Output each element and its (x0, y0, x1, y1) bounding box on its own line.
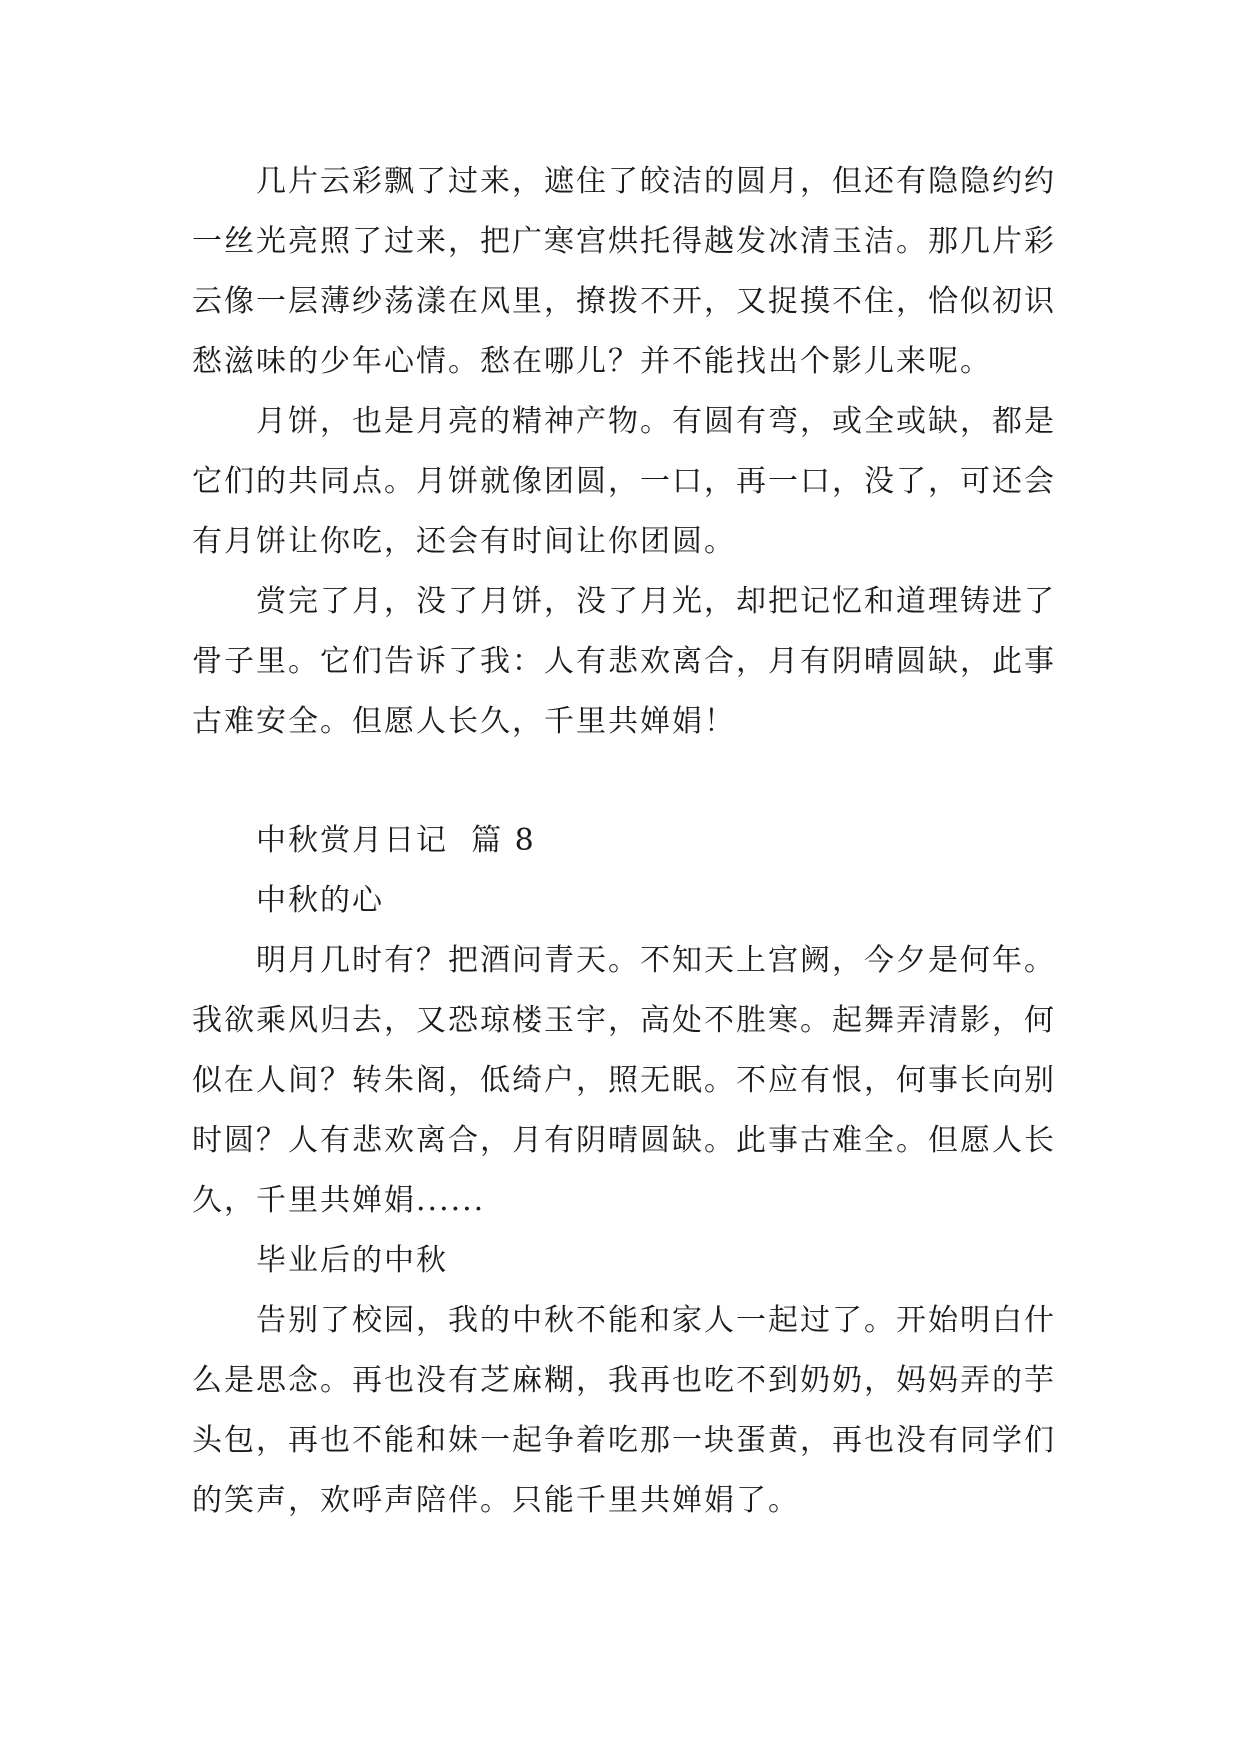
section-heading-graduation: 毕业后的中秋 (256, 1243, 448, 1278)
document-body (192, 152, 1056, 1531)
paragraph-clouds: 几片云彩飘了过来，遮住了皎洁的圆月，但还有隐隐约约一丝光亮照了过来，把广寒宫烘托得越发冰清玉洁。那几片彩云像一层薄纱荡漾在风里，撩拨不开，又捉摸不住，恰似初识愁滋味的少年心情。愁在哪儿？并不能找出个影儿来呢。 (192, 164, 1056, 379)
paragraph-mooncake: 月饼，也是月亮的精神产物。有圆有弯，或全或缺，都是它们的共同点。月饼就像团圆，一口，再一口，没了，可还会有月饼让你吃，还会有时间让你团圆。 (192, 404, 1056, 559)
paragraph-graduation: 告别了校园，我的中秋不能和家人一起过了。开始明白什么是思念。再也没有芝麻糊，我再也吃不到奶奶，妈妈弄的芋头包，再也不能和妹一起争着吃那一块蛋黄，再也没有同学们的笑声，欢呼声陪伴。只能千里共婵娟了。 (192, 1303, 1056, 1518)
article-title: 中秋赏月日记 篇 8 (256, 823, 536, 858)
section-heading-heart: 中秋的心 (256, 883, 384, 918)
paragraph-poem: 明月几时有？把酒问青天。不知天上宫阙，今夕是何年。我欲乘风归去，又恐琼楼玉宇，高处不胜寒。起舞弄清影，何似在人间？转朱阁，低绮户，照无眠。不应有恨，何事长向别时圆？人有悲欢离合，月有阴晴圆缺。此事古难全。但愿人长久，千里共婵娟...... (192, 943, 1056, 1218)
paragraph-conclusion: 赏完了月，没了月饼，没了月光，却把记忆和道理铸进了骨子里。它们告诉了我：人有悲欢离合，月有阴晴圆缺，此事古难安全。但愿人长久，千里共婵娟！ (192, 584, 1056, 739)
section-spacer (192, 752, 1056, 811)
